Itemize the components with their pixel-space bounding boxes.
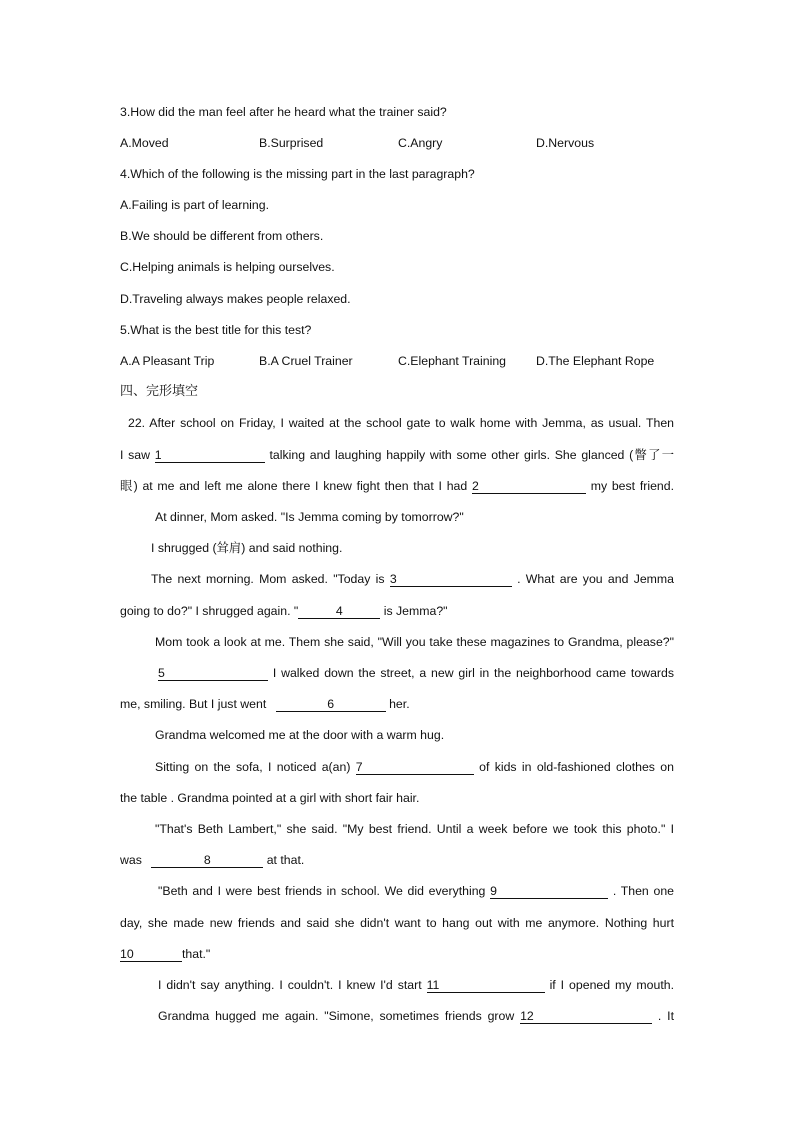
passage-line: I shrugged (耸肩) and said nothing. bbox=[151, 541, 343, 555]
blank-6[interactable]: 6 bbox=[276, 697, 386, 712]
passage-line bbox=[151, 569, 674, 589]
passage-line bbox=[120, 445, 674, 465]
passage-text: me, smiling. But I just went bbox=[120, 697, 267, 711]
passage-text: . Then one bbox=[612, 884, 675, 898]
option-a: A.Failing is part of learning. bbox=[120, 198, 270, 212]
passage-text: . It bbox=[657, 1009, 675, 1023]
question-3-options bbox=[120, 133, 674, 153]
passage-text: I didn't say anything. I couldn't. I knew I'd start bbox=[158, 978, 422, 992]
blank-12[interactable]: 12 bbox=[520, 1009, 652, 1024]
passage-text: my best friend. bbox=[590, 479, 675, 493]
question-3-stem: 3.How did the man feel after he heard what the trainer said? bbox=[120, 105, 447, 119]
blank-9[interactable]: 9 bbox=[490, 884, 608, 899]
option-c: C.Angry bbox=[398, 136, 443, 150]
passage-text: her. bbox=[389, 697, 410, 711]
passage-line bbox=[120, 944, 674, 964]
passage-text: of kids in old-fashioned clothes on bbox=[479, 760, 674, 774]
passage-line bbox=[158, 975, 674, 995]
passage-line bbox=[120, 694, 674, 714]
blank-2[interactable]: 2 bbox=[472, 479, 586, 494]
blank-10[interactable]: 10 bbox=[120, 947, 182, 962]
passage-line bbox=[158, 881, 674, 901]
passage-text: . What are you and Jemma bbox=[517, 572, 675, 586]
blank-5[interactable]: 5 bbox=[158, 666, 268, 681]
question-5-stem: 5.What is the best title for this test? bbox=[120, 323, 312, 337]
question-4-stem: 4.Which of the following is the missing part in the last paragraph? bbox=[120, 167, 475, 181]
passage-line bbox=[120, 850, 674, 870]
passage-text: is Jemma?" bbox=[383, 604, 448, 618]
passage-text: Grandma hugged me again. "Simone, sometimes friends grow bbox=[158, 1009, 515, 1023]
passage-text: Sitting on the sofa, I noticed a(an) bbox=[155, 760, 351, 774]
passage-text: The next morning. Mom asked. "Today is bbox=[151, 572, 385, 586]
option-a: A.A Pleasant Trip bbox=[120, 354, 215, 368]
blank-7[interactable]: 7 bbox=[356, 760, 474, 775]
passage-text: talking and laughing happily with some other girls. She glanced (瞥了一 bbox=[269, 448, 675, 462]
passage-line: Mom took a look at me. Them she said, "Will you take these magazines to Grandma, please?" bbox=[155, 635, 674, 649]
option-a: A.Moved bbox=[120, 136, 169, 150]
passage-text: going to do?" I shrugged again. " bbox=[120, 604, 299, 618]
passage-line bbox=[158, 1006, 674, 1026]
option-d: D.Nervous bbox=[536, 136, 595, 150]
option-c: C.Elephant Training bbox=[398, 354, 507, 368]
passage-line: 22. After school on Friday, I waited at the school gate to walk home with Jemma, as usual. Then bbox=[128, 416, 674, 430]
passage-line bbox=[155, 757, 674, 777]
passage-line bbox=[120, 601, 674, 621]
passage-line bbox=[120, 476, 674, 496]
passage-line: the table . Grandma pointed at a girl with short fair hair. bbox=[120, 791, 420, 805]
passage-line: day, she made new friends and said she didn't want to hang out with me anymore. Nothing hurt bbox=[120, 916, 674, 930]
question-5-options bbox=[120, 351, 674, 371]
passage-text: that." bbox=[182, 947, 211, 961]
passage-text: I walked down the street, a new girl in the neighborhood came towards bbox=[272, 666, 674, 680]
option-b: B.Surprised bbox=[259, 136, 324, 150]
section-heading: 四、完形填空 bbox=[120, 384, 199, 399]
option-b: B.We should be different from others. bbox=[120, 229, 324, 243]
passage-text: was bbox=[120, 853, 142, 867]
option-b: B.A Cruel Trainer bbox=[259, 354, 353, 368]
passage-text: 眼) at me and left me alone there I knew fight then that I had bbox=[120, 479, 468, 493]
option-d: D.The Elephant Rope bbox=[536, 354, 655, 368]
passage-line bbox=[158, 663, 674, 683]
blank-3[interactable]: 3 bbox=[390, 572, 512, 587]
passage-text: I saw bbox=[120, 448, 151, 462]
passage-text: at that. bbox=[266, 853, 305, 867]
passage-line: "That's Beth Lambert," she said. "My best friend. Until a week before we took this photo." I bbox=[155, 822, 674, 836]
blank-11[interactable]: 11 bbox=[427, 978, 545, 993]
option-d: D.Traveling always makes people relaxed. bbox=[120, 292, 351, 306]
passage-text: if I opened my mouth. bbox=[549, 978, 674, 992]
blank-8[interactable]: 8 bbox=[151, 853, 263, 868]
option-c: C.Helping animals is helping ourselves. bbox=[120, 260, 335, 274]
blank-1[interactable]: 1 bbox=[155, 448, 265, 463]
passage-line: Grandma welcomed me at the door with a warm hug. bbox=[155, 728, 445, 742]
blank-4[interactable]: 4 bbox=[298, 604, 380, 619]
passage-line: At dinner, Mom asked. "Is Jemma coming by tomorrow?" bbox=[155, 510, 464, 524]
passage-text: "Beth and I were best friends in school. We did everything bbox=[158, 884, 486, 898]
